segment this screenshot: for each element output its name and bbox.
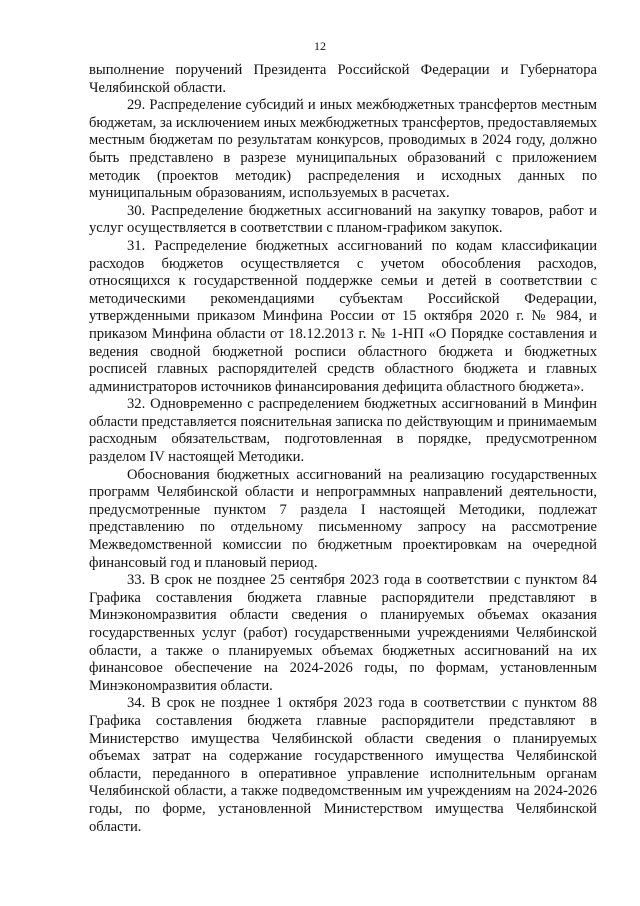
- paragraph-32: 32. Одновременно с распределением бюджетных ассигнований в Минфин области представляется пояснительная записка по действующим и принимаемым расходным обязательствам, подготовленная в порядке, предусмотренном разделом IV настоящей Методики.: [89, 396, 597, 466]
- page-number: 12: [314, 39, 326, 53]
- paragraph-34: 34. В срок не позднее 1 октября 2023 года в соответствии с пунктом 88 Графика составления бюджета главные распорядители представляют в Министерство имущества Челябинской области сведения о планируемых объемах затрат на содержание государственного имущества Челябинской области, переданного в оперативное управление исполнительным органам Челябинской области, а также подведомственным им учреждениям на 2024-2026 годы, по форме, установленной Министерством имущества Челябинской области.: [89, 695, 597, 835]
- document-body: [89, 62, 597, 836]
- paragraph-29: 29. Распределение субсидий и иных межбюджетных трансфертов местным бюджетам, за исключением иных межбюджетных трансфертов, предоставляемых местным бюджетам по результатам конкурсов, проводимых в 2024 году, должно быть представлено в разрезе муниципальных образований с приложением методик (проектов методик) распределения и исходных данных по муниципальным образованиям, используемых в расчетах.: [89, 97, 597, 202]
- paragraph-31: 31. Распределение бюджетных ассигнований по кодам классификации расходов бюджетов осуществляется с учетом обособления расходов, относящихся к государственной поддержке семьи и детей в соответствии с методическими рекомендациями субъектам Российской Федерации, утвержденными приказом Минфина России от 15 октября 2020 г. № 984, и приказом Минфина области от 18.12.2013 г. № 1-НП «О Порядке составления и ведения сводной бюджетной росписи областного бюджета и бюджетных росписей главных распорядителей средств областного бюджета и главных администраторов источников финансирования дефицита областного бюджета».: [89, 237, 597, 395]
- paragraph-33: 33. В срок не позднее 25 сентября 2023 года в соответствии с пунктом 84 Графика составления бюджета главные распорядители представляют в Минэкономразвития области сведения о планируемых объемах оказания государственных услуг (работ) государственными учреждениями Челябинской области, а также о планируемых объемах бюджетных ассигнований на их финансовое обеспечение на 2024-2026 годы, по формам, установленным Минэкономразвития области.: [89, 572, 597, 694]
- paragraph-32-justifications: Обоснования бюджетных ассигнований на реализацию государственных программ Челябинской области и непрограммных направлений деятельности, предусмотренные пунктом 7 раздела I настоящей Методики, подлежат представлению по отдельному письменному запросу на рассмотрение Межведомственной комиссии по бюджетным проектировкам на очередной финансовый год и плановый период.: [89, 466, 597, 571]
- paragraph-continuation: выполнение поручений Президента Российской Федерации и Губернатора Челябинской области.: [89, 62, 597, 96]
- paragraph-30: 30. Распределение бюджетных ассигнований на закупку товаров, работ и услуг осуществляется в соответствии с планом-графиком закупок.: [89, 202, 597, 237]
